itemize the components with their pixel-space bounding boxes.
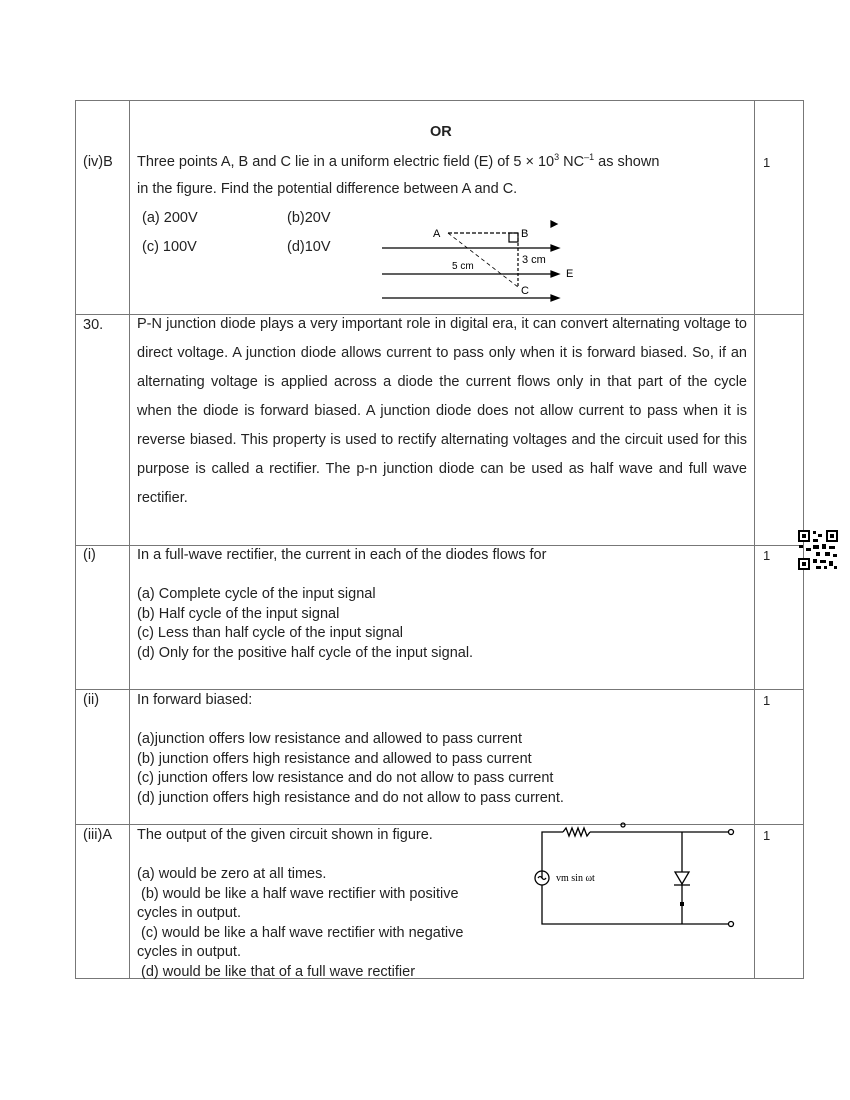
question-text: The output of the given circuit shown in figure. (137, 827, 433, 843)
source-label: vm sin ωt (556, 873, 595, 884)
option: (c) Less than half cycle of the input signal (137, 625, 403, 641)
option: (b) Half cycle of the input signal (137, 605, 340, 622)
column-divider (754, 100, 755, 979)
label-a: A (433, 228, 441, 240)
option: (d) junction offers high resistance and do not allow to pass current. (137, 789, 564, 806)
option: (c) would be like a half wave rectifier with negative (137, 924, 464, 941)
option: (b) would be like a half wave rectifier with positive (137, 885, 459, 902)
marks: 1 (763, 548, 771, 563)
options-list (137, 865, 463, 982)
diode-circuit-figure (530, 820, 750, 930)
question-number: 30. (83, 317, 104, 333)
row-divider (75, 689, 804, 690)
option: (a) 200V (142, 210, 198, 226)
option: (b) junction offers high resistance and allowed to pass current (137, 750, 532, 767)
question-text: In forward biased: (137, 692, 253, 708)
option: (c) 100V (142, 239, 197, 255)
options-list (137, 730, 564, 808)
label-c: C (521, 285, 529, 297)
option: (c) junction offers low resistance and do not allow to pass current (137, 770, 554, 786)
question-text: Three points A, B and C lie in a uniform electric field (E) of $5 \times 10^3$ $NC^{-1}$ as shown (137, 152, 660, 170)
row-divider (75, 545, 804, 546)
question-text: in the figure. Find the potential difference between A and C. (137, 181, 518, 197)
qr-code (798, 530, 838, 570)
question-text: In a full-wave rectifier, the current in each of the diodes flows for (137, 547, 547, 563)
option: cycles in output. (137, 905, 241, 921)
marks: 1 (763, 693, 771, 708)
marks: 1 (763, 155, 771, 170)
or-label: OR (430, 124, 452, 140)
question-number: (iv)B (83, 154, 113, 170)
option: (a) would be zero at all times. (137, 866, 327, 882)
option: cycles in output. (137, 944, 241, 960)
option: (b)20V (287, 210, 331, 226)
label-3cm: 3 cm (522, 254, 546, 266)
options-list (137, 585, 473, 663)
question-number: (iii)A (83, 827, 112, 843)
table-border (75, 100, 76, 979)
passage-text: P-N junction diode plays a very important role in digital era, it can convert alternating voltage to direct voltage. A junction diode allows current to pass only when it is forward biased. So, if an alternating voltage is applied across a diode the current flows only in that part of the cycle when the diode is forward biased. A junction diode does not allow current to pass when it is reverse biased. This property is used to rectify alternating voltages and the circuit used for this purpose is called a rectifier. The p-n junction diode can be used as half wave and full wave rectifier. (137, 316, 747, 506)
option: (d) Only for the positive half cycle of the input signal. (137, 644, 474, 661)
question-number: (i) (83, 547, 96, 563)
column-divider (129, 100, 130, 979)
label-5cm: 5 cm (452, 261, 474, 272)
electric-field-figure (370, 210, 590, 310)
option: (d)10V (287, 239, 331, 255)
question-number: (ii) (83, 692, 100, 708)
option: (d) would be like that of a full wave rectifier (137, 963, 416, 980)
option: (a)junction offers low resistance and allowed to pass current (137, 731, 522, 747)
label-b: B (521, 228, 529, 240)
option: (a) Complete cycle of the input signal (137, 586, 376, 602)
label-e: E (566, 268, 574, 280)
marks: 1 (763, 828, 771, 843)
table-border (75, 100, 804, 101)
